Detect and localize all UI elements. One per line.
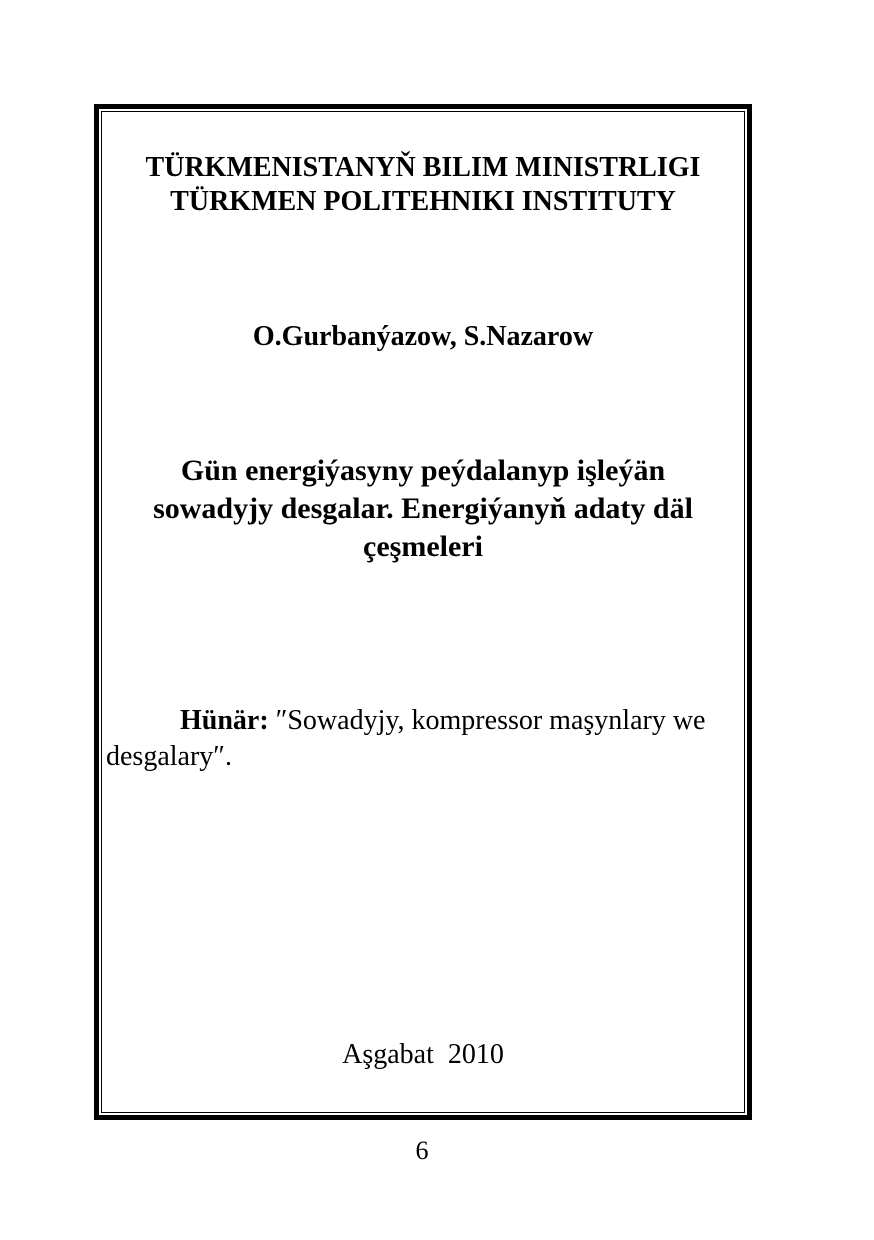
- specialty-value-part-2: desgalary″.: [106, 741, 232, 772]
- ministry-name: TÜRKMENISTANYŇ BILIM MINISTRLIGI: [145, 152, 701, 183]
- specialty-line-1: [106, 703, 740, 739]
- city-and-year: Aşgabat 2010: [342, 1039, 504, 1070]
- title-page-inner-border: [101, 111, 745, 1113]
- specialty-label: Hünär:: [180, 705, 269, 736]
- page-number: 6: [415, 1136, 429, 1165]
- title-line-1: Gün energiýasyny peýdalanyp işleýän: [180, 454, 666, 487]
- specialty-block: [106, 703, 740, 775]
- specialty-value-part-1: ″Sowadyjy, kompressor maşynlary we: [275, 705, 706, 736]
- title-line-2: sowadyjy desgalar. Energiýanyň adaty däl: [153, 492, 693, 525]
- authors: O.Gurbanýazow, S.Nazarow: [252, 321, 594, 352]
- institution-header: [101, 151, 745, 219]
- title-line-3: çeşmeleri: [363, 530, 483, 563]
- document-title: [101, 452, 745, 566]
- institute-name: TÜRKMEN POLITEHNIKI INSTITUTY: [170, 186, 676, 217]
